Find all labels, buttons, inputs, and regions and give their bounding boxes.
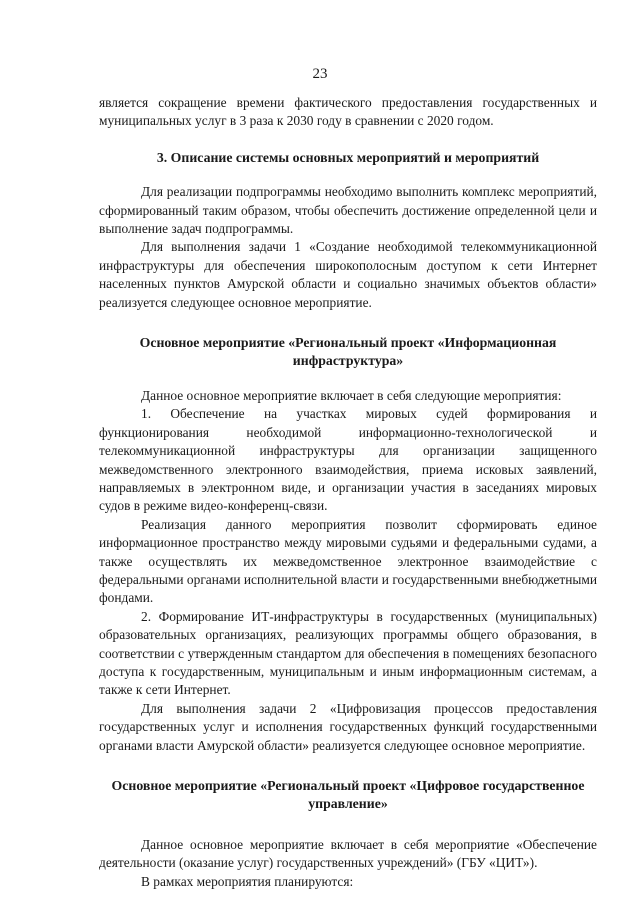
- paragraph: Для выполнения задачи 1 «Создание необходимой телекоммуникационной инфраструктуры для обеспечения широкополосным доступом к сети Интернет населенных пунктов Амурской области и социально значимых объектов области» реализуется следующее основное мероприятие.: [99, 239, 597, 310]
- subsection-heading: Основное мероприятие «Региональный проект «Информационная инфраструктура»: [139, 335, 557, 369]
- list-item: 1. Обеспечение на участках мировых судей формирования и функционирования необходимой информационно-технологической и телекоммуникационной инфраструктуры для организации защищенного межведомственного электронного взаимодействия, приема исковых заявлений, направляемых в электронном виде, и организации участия в заседаниях мировых судов в режиме видео-конференц-связи.: [99, 406, 597, 514]
- page-content: [99, 94, 597, 891]
- subsection-heading: Основное мероприятие «Региональный проект «Цифровое государственное управление»: [111, 778, 585, 812]
- list-item: 2. Формирование ИТ-инфраструктуры в государственных (муниципальных) образовательных организациях, реализующих программы общего образования, в соответствии с утвержденным стандартом для обеспечения в помещениях безопасного доступа к государственным, муниципальным и иным информационным системам, а также к сети Интернет.: [99, 608, 597, 698]
- paragraph: Реализация данного мероприятия позволит сформировать единое информационное пространство между мировыми судьями и федеральными судами, а также осуществлять их межведомственное электронное взаимодействие с федеральными органами исполнительной власти и государственными внебюджетными фондами.: [99, 516, 597, 606]
- paragraph: В рамках мероприятия планируются:: [141, 873, 354, 889]
- paragraph: Для выполнения задачи 2 «Цифровизация процессов предоставления государственных услуг и исполнения государственных функций государственными органами власти Амурской области» реализуется следующее основное мероприятие.: [99, 700, 597, 753]
- paragraph: Для реализации подпрограммы необходимо выполнить комплекс мероприятий, сформированный таким образом, чтобы обеспечить достижение определенной цели и выполнение задач подпрограммы.: [99, 184, 597, 237]
- section-heading: 3. Описание системы основных мероприятий и мероприятий: [156, 149, 540, 165]
- paragraph-continuation: является сокращение времени фактического предоставления государственных и муниципальных услуг в 3 раза к 2030 году в сравнении с 2020 годом.: [99, 95, 597, 129]
- paragraph: Данное основное мероприятие включает в себя мероприятие «Обеспечение деятельности (оказание услуг) государственных учреждений» (ГБУ «ЦИТ»).: [99, 836, 597, 871]
- paragraph: Данное основное мероприятие включает в себя следующие мероприятия:: [141, 387, 562, 403]
- page-number: 23: [312, 66, 328, 82]
